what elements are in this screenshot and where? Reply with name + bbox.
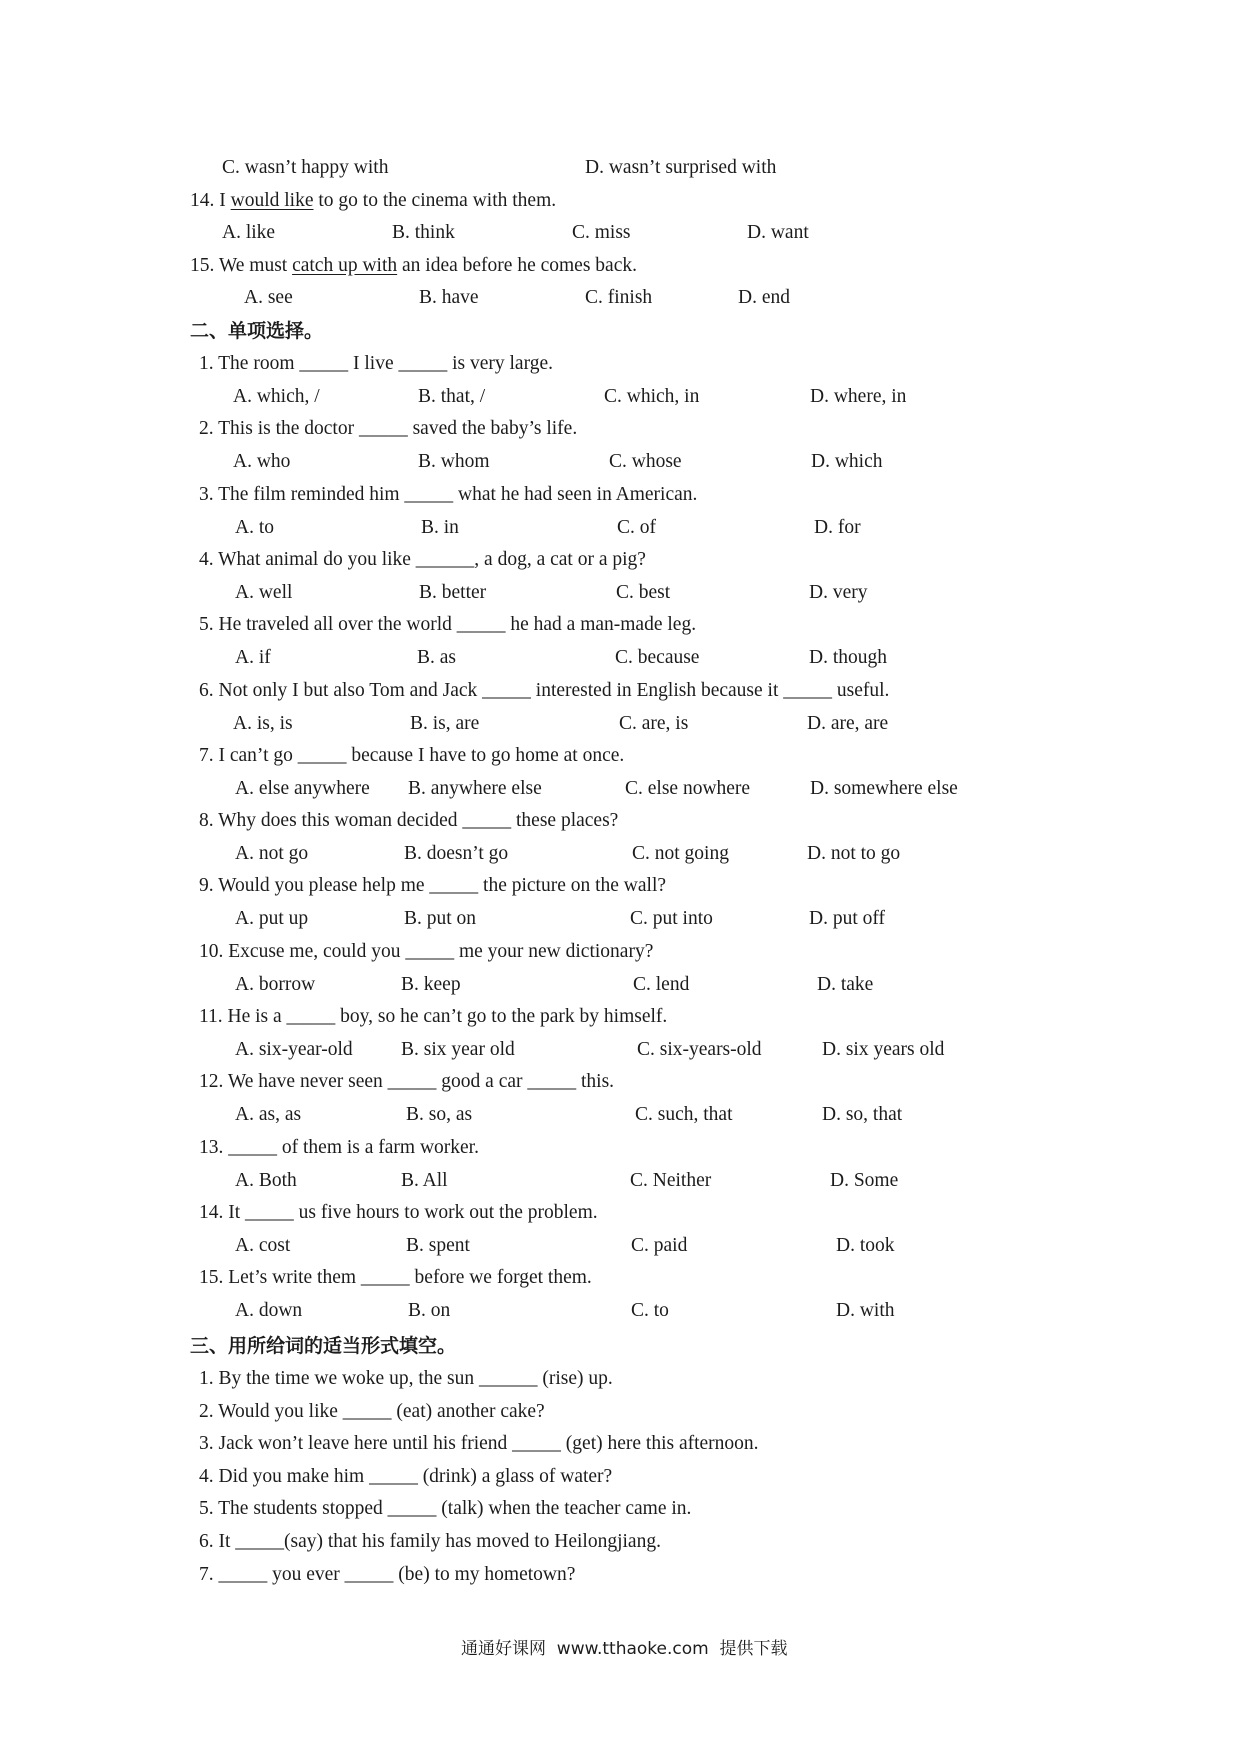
option-15-d: D. with — [836, 1300, 895, 1321]
option-4-c: C. best — [616, 582, 671, 603]
option-14-d: D. took — [836, 1235, 895, 1256]
question-8: 8. Why does this woman decided _____ these places? — [199, 810, 619, 831]
option-15-c: C. to — [631, 1300, 669, 1321]
option-5-b: B. as — [417, 647, 456, 668]
question-3: 3. The film reminded him _____ what he had seen in American. — [199, 484, 698, 505]
underlined-phrase: would like — [230, 190, 314, 211]
section-3-title: 三、用所给词的适当形式填空。 — [190, 1335, 457, 1357]
option-5-c: C. because — [615, 647, 700, 668]
option-13-d: D. Some — [830, 1170, 899, 1191]
option-6-a: A. is, is — [233, 713, 293, 734]
fill-blank-3: 3. Jack won’t leave here until his friend _____ (get) here this afternoon. — [199, 1433, 759, 1454]
question-12: 12. We have never seen _____ good a car _____ this. — [199, 1071, 615, 1092]
option-15d: D. end — [738, 287, 790, 308]
option-10-d: D. take — [817, 974, 874, 995]
question-14: 14. It _____ us five hours to work out the problem. — [199, 1202, 598, 1223]
question-15: 15. We must catch up with an idea before he comes back. — [190, 255, 637, 276]
option-2-b: B. whom — [418, 451, 490, 472]
fill-blank-2: 2. Would you like _____ (eat) another cake? — [199, 1401, 545, 1422]
question-13: 13. _____ of them is a farm worker. — [199, 1137, 479, 1158]
option-13d: D. wasn’t surprised with — [585, 157, 777, 178]
option-11-c: C. six-years-old — [637, 1039, 762, 1060]
section-2-title: 二、单项选择。 — [190, 320, 324, 342]
option-14-a: A. cost — [235, 1235, 291, 1256]
option-15c: C. finish — [585, 287, 653, 308]
option-4-b: B. better — [419, 582, 487, 603]
option-1-a: A. which, / — [233, 386, 320, 407]
question-6: 6. Not only I but also Tom and Jack _____ interested in English because it _____ useful. — [199, 680, 890, 701]
underlined-phrase: catch up with — [292, 255, 398, 276]
option-14-c: C. paid — [631, 1235, 688, 1256]
question-14: 14. I would like to go to the cinema with them. — [190, 190, 557, 211]
option-14a: A. like — [222, 222, 276, 243]
question-15: 15. Let’s write them _____ before we forget them. — [199, 1267, 592, 1288]
option-8-a: A. not go — [235, 843, 309, 864]
option-3-c: C. of — [617, 517, 656, 538]
option-3-b: B. in — [421, 517, 459, 538]
option-11-b: B. six year old — [401, 1039, 515, 1060]
option-8-d: D. not to go — [807, 843, 901, 864]
fill-blank-7: 7. _____ you ever _____ (be) to my hometown? — [199, 1564, 576, 1585]
option-13-b: B. All — [401, 1170, 448, 1191]
option-3-a: A. to — [235, 517, 274, 538]
option-10-c: C. lend — [633, 974, 690, 995]
option-9-a: A. put up — [235, 908, 309, 929]
option-1-b: B. that, / — [418, 386, 486, 407]
option-2-d: D. which — [811, 451, 883, 472]
option-13c: C. wasn’t happy with — [222, 157, 389, 178]
option-8-c: C. not going — [632, 843, 729, 864]
option-15a: A. see — [244, 287, 293, 308]
option-10-b: B. keep — [401, 974, 461, 995]
option-10-a: A. borrow — [235, 974, 316, 995]
option-6-d: D. are, are — [807, 713, 889, 734]
option-14-b: B. spent — [406, 1235, 470, 1256]
option-2-a: A. who — [233, 451, 291, 472]
option-4-a: A. well — [235, 582, 293, 603]
option-12-a: A. as, as — [235, 1104, 302, 1125]
question-7: 7. I can’t go _____ because I have to go home at once. — [199, 745, 625, 766]
option-11-a: A. six-year-old — [235, 1039, 353, 1060]
option-1-c: C. which, in — [604, 386, 700, 407]
question-9: 9. Would you please help me _____ the picture on the wall? — [199, 875, 667, 896]
option-14d: D. want — [747, 222, 809, 243]
option-7-d: D. somewhere else — [810, 778, 958, 799]
question-11: 11. He is a _____ boy, so he can’t go to the park by himself. — [199, 1006, 668, 1027]
option-14b: B. think — [392, 222, 455, 243]
option-1-d: D. where, in — [810, 386, 907, 407]
option-8-b: B. doesn’t go — [404, 843, 509, 864]
option-11-d: D. six years old — [822, 1039, 945, 1060]
option-7-b: B. anywhere else — [408, 778, 542, 799]
question-5: 5. He traveled all over the world _____ he had a man-made leg. — [199, 614, 697, 635]
question-1: 1. The room _____ I live _____ is very large. — [199, 353, 554, 374]
fill-blank-4: 4. Did you make him _____ (drink) a glass of water? — [199, 1466, 613, 1487]
option-9-c: C. put into — [630, 908, 713, 929]
option-14c: C. miss — [572, 222, 631, 243]
option-13-a: A. Both — [235, 1170, 297, 1191]
fill-blank-1: 1. By the time we woke up, the sun ______ (rise) up. — [199, 1368, 613, 1389]
fill-blank-6: 6. It _____(say) that his family has moved to Heilongjiang. — [199, 1531, 661, 1552]
option-2-c: C. whose — [609, 451, 682, 472]
fill-blank-5: 5. The students stopped _____ (talk) when the teacher came in. — [199, 1498, 692, 1519]
option-5-a: A. if — [235, 647, 271, 668]
question-10: 10. Excuse me, could you _____ me your new dictionary? — [199, 941, 654, 962]
option-15-b: B. on — [408, 1300, 451, 1321]
option-9-b: B. put on — [404, 908, 477, 929]
option-12-c: C. such, that — [635, 1104, 733, 1125]
option-12-d: D. so, that — [822, 1104, 903, 1125]
question-2: 2. This is the doctor _____ saved the baby’s life. — [199, 418, 578, 439]
option-9-d: D. put off — [809, 908, 886, 929]
option-12-b: B. so, as — [406, 1104, 473, 1125]
option-15b: B. have — [419, 287, 479, 308]
option-5-d: D. though — [809, 647, 887, 668]
option-3-d: D. for — [814, 517, 861, 538]
option-15-a: A. down — [235, 1300, 303, 1321]
question-4: 4. What animal do you like ______, a dog, a cat or a pig? — [199, 549, 646, 570]
option-4-d: D. very — [809, 582, 868, 603]
option-13-c: C. Neither — [630, 1170, 712, 1191]
footer-credit: 通通好课网 www.tthaoke.com 提供下载 — [461, 1639, 788, 1659]
option-7-c: C. else nowhere — [625, 778, 751, 799]
option-6-b: B. is, are — [410, 713, 480, 734]
option-7-a: A. else anywhere — [235, 778, 370, 799]
option-6-c: C. are, is — [619, 713, 689, 734]
